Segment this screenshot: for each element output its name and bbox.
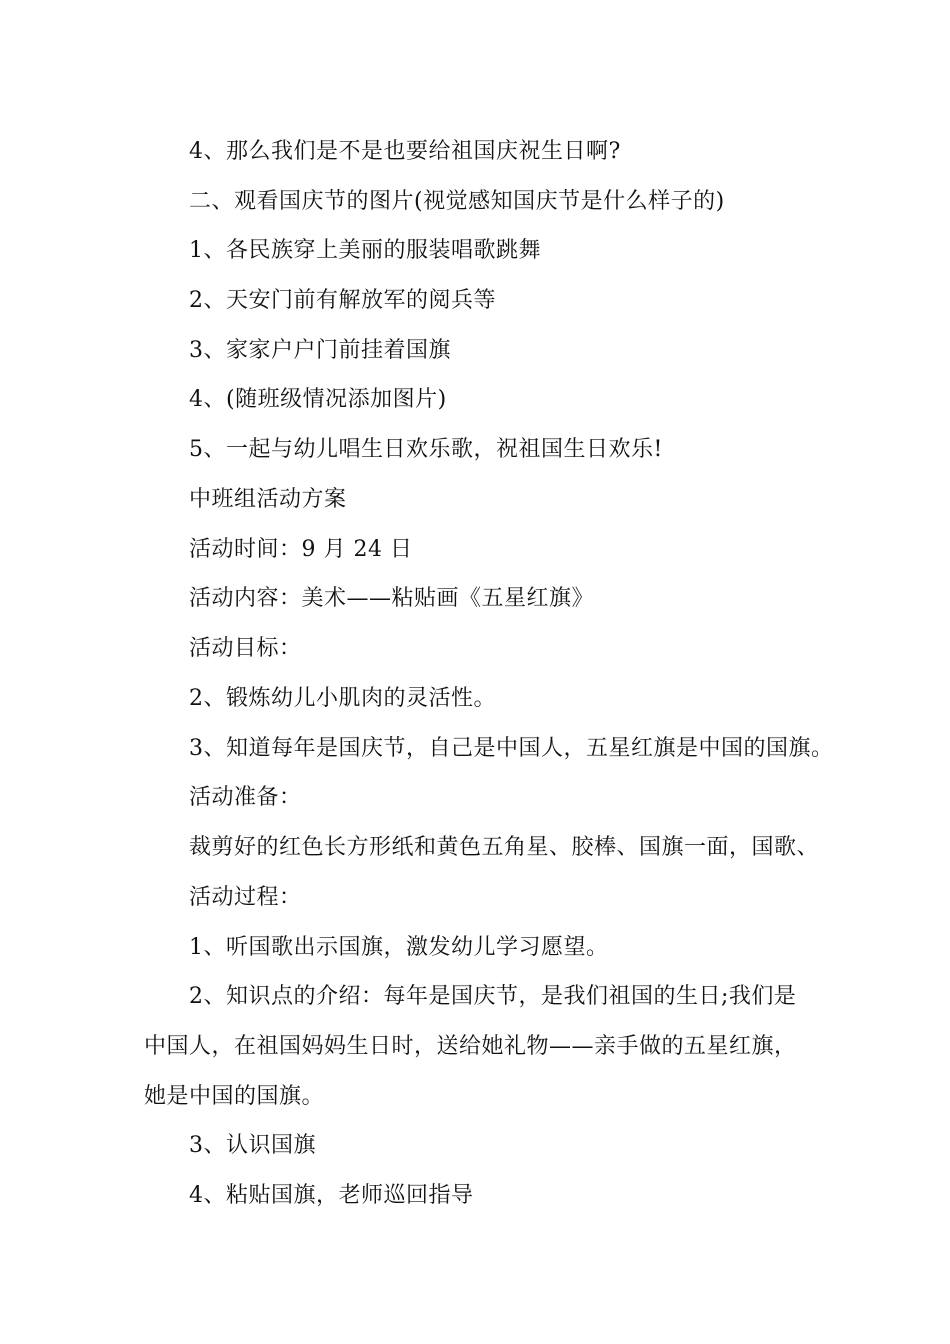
text-line: 5、一起与幼儿唱生日欢乐歌，祝祖国生日欢乐! <box>189 437 663 462</box>
activity-content: 活动内容：美术——粘贴画《五星红旗》 <box>189 586 595 611</box>
text-line: 2、锻炼幼儿小肌肉的灵活性。 <box>189 686 496 711</box>
text-line: 1、听国歌出示国旗，激发幼儿学习愿望。 <box>189 935 609 960</box>
text-line: 3、知道每年是国庆节，自己是中国人，五星红旗是中国的国旗。 <box>189 736 834 761</box>
text-line: 1、各民族穿上美丽的服装唱歌跳舞 <box>189 238 541 263</box>
text-line: 4、(随班级情况添加图片) <box>189 387 447 412</box>
section-heading: 二、观看国庆节的图片(视觉感知国庆节是什么样子的) <box>189 189 725 214</box>
text-line: 3、家家户户门前挂着国旗 <box>189 338 451 363</box>
text-line: 3、认识国旗 <box>189 1133 316 1158</box>
activity-prep-heading: 活动准备： <box>189 785 302 810</box>
text-line: 2、知识点的介绍：每年是国庆节，是我们祖国的生日;我们是 <box>189 984 797 1009</box>
activity-goals-heading: 活动目标： <box>189 636 302 661</box>
text-line: 2、天安门前有解放军的阅兵等 <box>189 288 496 313</box>
text-line: 裁剪好的红色长方形纸和黄色五角星、胶棒、国旗一面，国歌、 <box>189 835 820 860</box>
text-line: 4、粘贴国旗，老师巡回指导 <box>189 1183 474 1208</box>
text-line: 她是中国的国旗。 <box>144 1084 325 1109</box>
plan-title: 中班组活动方案 <box>189 487 347 512</box>
text-line: 中国人，在祖国妈妈生日时，送给她礼物——亲手做的五星红旗， <box>144 1034 797 1059</box>
activity-process-heading: 活动过程： <box>189 885 302 910</box>
text-line: 4、那么我们是不是也要给祖国庆祝生日啊? <box>189 139 621 164</box>
activity-time: 活动时间：9 月 24 日 <box>189 537 413 562</box>
